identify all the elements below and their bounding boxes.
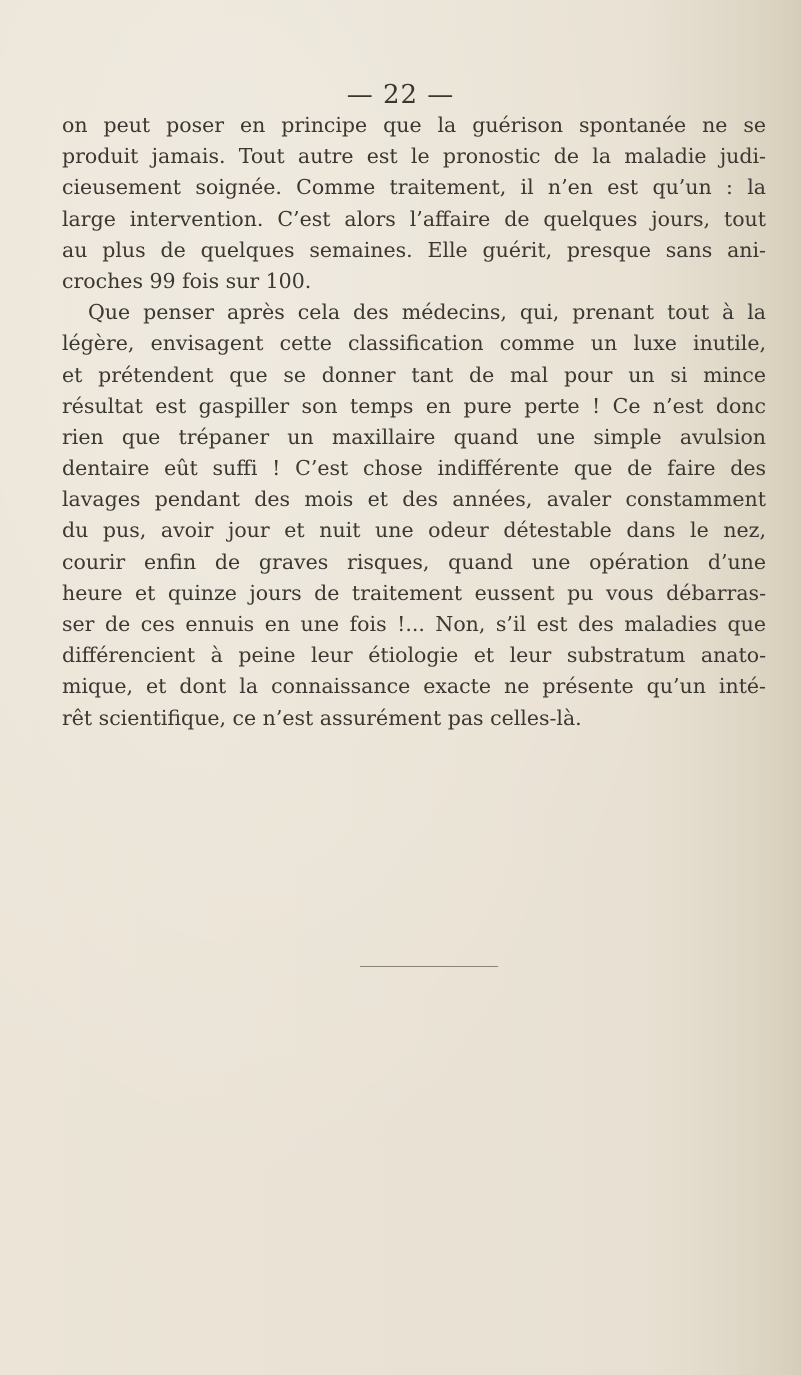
text-line: et prétendent que se donner tant de mal pour un si mince [62, 362, 766, 387]
text-line: large intervention. C’est alors l’affaire de quelques jours, tout [62, 206, 766, 231]
text-line: courir enfin de graves risques, quand une opération d’une [62, 549, 766, 574]
text-line: lavages pendant des mois et des années, avaler constamment [62, 487, 766, 512]
text-line: Que penser après cela des médecins, qui, prenant tout à la [88, 300, 766, 325]
text-line: légère, envisagent cette classification comme un luxe inutile, [62, 331, 766, 356]
text-line: rien que trépaner un maxillaire quand une simple avulsion [62, 424, 766, 449]
text-line: mique, et dont la connaissance exacte ne présente qu’un inté- [62, 674, 766, 699]
text-line: ser de ces ennuis en une fois !... Non, s’il est des maladies que [62, 612, 766, 636]
text-line: cieusement soignée. Comme traitement, il n’en est qu’un : la [62, 175, 766, 200]
divider-rule [360, 966, 498, 967]
text-line: au plus de quelques semaines. Elle guérit, presque sans ani- [62, 237, 766, 262]
text-line: dentaire eût suffi ! C’est chose indifférente que de faire des [62, 456, 766, 481]
text-line: différencient à peine leur étiologie et leur substratum anato- [62, 643, 766, 668]
body-text [62, 110, 766, 734]
text-line: produit jamais. Tout autre est le pronostic de la maladie judi- [62, 144, 766, 169]
text-line: rêt scientifique, ce n’est assurément pas celles-là. [62, 705, 582, 730]
paragraph-1 [62, 110, 766, 297]
paragraph-2 [62, 297, 766, 734]
page-number: — 22 — [346, 80, 455, 110]
text-line: croches 99 fois sur 100. [62, 268, 312, 293]
text-line: résultat est gaspiller son temps en pure perte ! Ce n’est donc [62, 393, 766, 418]
text-line: du pus, avoir jour et nuit une odeur détestable dans le nez, [62, 518, 766, 543]
text-line: heure et quinze jours de traitement eussent pu vous débarras- [62, 580, 766, 605]
text-line: on peut poser en principe que la guérison spontanée ne se [62, 113, 766, 137]
